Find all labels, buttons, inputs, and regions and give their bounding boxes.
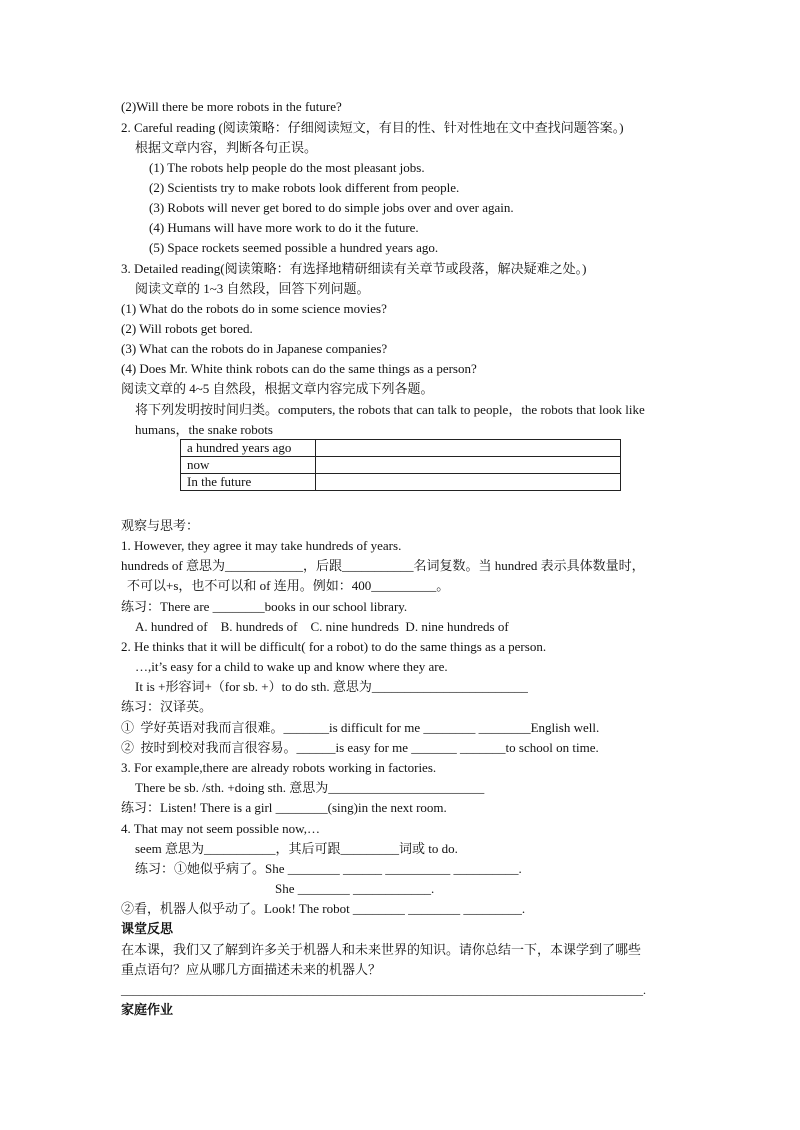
translation-item-2: ② 按时到校对我而言很容易。______is easy for me _______ _______to school on time. <box>121 740 599 755</box>
point-3-sentence: 3. For example,there are already robots working in factories. <box>121 760 437 775</box>
exercise-seem-1: 练习：①她似乎病了。She ________ ______ __________ __________. <box>135 861 522 876</box>
point-1-explanation-continued: 不可以+s，也不可以和 of 连用。例如：400__________。 <box>127 578 450 593</box>
exercise-seem-1-alt: She ________ ____________. <box>275 881 435 896</box>
point-2-sentence: 2. He thinks that it will be difficult( for a robot) to do the same things as a person. <box>121 639 547 654</box>
table-row <box>181 457 621 474</box>
homework-heading: 家庭作业 <box>121 1002 174 1017</box>
exercise-hundreds: 练习：There are ________books in our school library. <box>121 599 408 614</box>
point-3-pattern: There be sb. /sth. +doing sth. 意思为________________________ <box>135 780 485 795</box>
class-reflection-heading: 课堂反思 <box>121 921 174 936</box>
point-4-explanation: seem 意思为___________，其后可跟_________词或 to do. <box>135 841 458 856</box>
detail-question-3: (3) What can the robots do in Japanese companies? <box>121 341 388 356</box>
detailed-reading-heading: 3. Detailed reading(阅读策略：有选择地精研细读有关章节或段落，解决疑难之处。) <box>121 261 587 276</box>
classify-inventions-instruction: 将下列发明按时间归类。computers, the robots that can talk to people，the robots that look like <box>135 402 645 417</box>
table-row-label: a hundred years ago <box>181 440 316 457</box>
reflection-prompt-continued: 重点语句？应从哪几方面描述未来的机器人？ <box>121 962 382 977</box>
table-row <box>181 474 621 491</box>
translation-exercise-heading: 练习：汉译英。 <box>121 699 213 714</box>
careful-reading-instruction: 根据文章内容，判断各句正误。 <box>135 140 318 155</box>
table-row-label: In the future <box>181 474 316 491</box>
paragraphs-4-5-instruction: 阅读文章的 4~5 自然段，根据文章内容完成下列各题。 <box>121 381 434 396</box>
true-false-item-1: (1) The robots help people do the most pleasant jobs. <box>149 160 425 175</box>
table-row <box>181 440 621 457</box>
true-false-item-3: (3) Robots will never get bored to do simple jobs over and over again. <box>149 200 514 215</box>
reflection-prompt: 在本课，我们又了解到许多关于机器人和未来世界的知识。请你总结一下，本课学到了哪些 <box>121 942 642 957</box>
point-4-sentence: 4. That may not seem possible now,… <box>121 821 320 836</box>
detail-question-2: (2) Will robots get bored. <box>121 321 253 336</box>
true-false-item-5: (5) Space rockets seemed possible a hundred years ago. <box>149 240 439 255</box>
reflection-answer-line[interactable]: _______________________________________________________________________________________. <box>121 983 646 997</box>
paragraphs-1-3-instruction: 阅读文章的 1~3 自然段，回答下列问题。 <box>135 281 370 296</box>
exercise-sing: 练习：Listen! There is a girl ________(sing)in the next room. <box>121 800 447 815</box>
true-false-item-2: (2) Scientists try to make robots look different from people. <box>149 180 460 195</box>
point-2-pattern: It is +形容词+（for sb. +）to do sth. 意思为________________________ <box>135 679 528 694</box>
careful-reading-heading: 2. Careful reading (阅读策略：仔细阅读短文，有目的性、针对性地在文中查找问题答案。) <box>121 120 624 135</box>
question-2-future-robots: (2)Will there be more robots in the future? <box>121 99 342 114</box>
detail-question-4: (4) Does Mr. White think robots can do the same things as a person? <box>121 361 477 376</box>
invention-time-table <box>180 439 621 491</box>
point-1-explanation: hundreds of 意思为____________，后跟___________名词复数。当 hundred 表示具体数量时， <box>121 558 645 573</box>
true-false-item-4: (4) Humans will have more work to do it the future. <box>149 220 419 235</box>
table-row-label: now <box>181 457 316 474</box>
exercise-hundreds-options: A. hundred of B. hundreds of C. nine hundreds D. nine hundreds of <box>135 619 509 634</box>
translation-item-1: ① 学好英语对我而言很难。_______is difficult for me ________ ________English well. <box>121 720 600 735</box>
classify-inventions-continued: humans，the snake robots <box>135 422 273 437</box>
exercise-seem-2: ②看，机器人似乎动了。Look! The robot ________ ________ _________. <box>121 901 526 916</box>
observe-think-heading: 观察与思考： <box>121 518 200 533</box>
answer-cell[interactable] <box>316 474 621 491</box>
answer-cell[interactable] <box>316 457 621 474</box>
point-2-example: …,it’s easy for a child to wake up and know where they are. <box>135 659 448 674</box>
answer-cell[interactable] <box>316 440 621 457</box>
point-1-sentence: 1. However, they agree it may take hundreds of years. <box>121 538 402 553</box>
detail-question-1: (1) What do the robots do in some science movies? <box>121 301 387 316</box>
